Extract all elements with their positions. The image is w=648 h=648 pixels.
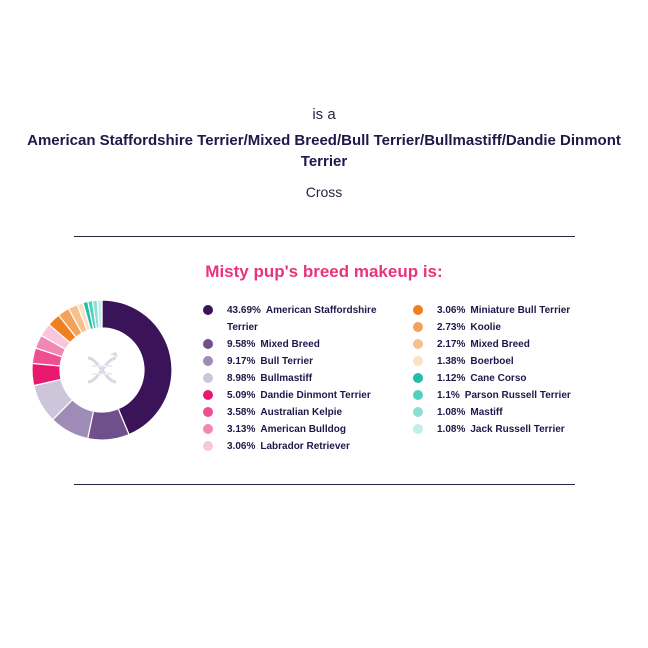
legend-left-column: [200, 302, 410, 455]
legend-breed-name: Australian Kelpie: [260, 407, 343, 418]
legend-swatch: [413, 407, 423, 417]
legend-swatch: [203, 305, 213, 315]
legend-swatch: [413, 305, 423, 315]
legend-item: [200, 370, 410, 387]
divider-top: [74, 236, 575, 237]
legend-item: [200, 421, 410, 438]
legend-breed-name: Mixed Breed: [470, 339, 530, 350]
legend-item: [410, 336, 610, 353]
legend-breed-name: Dandie Dinmont Terrier: [260, 390, 371, 401]
legend-item: [410, 370, 610, 387]
legend-percent: 9.58%: [227, 339, 256, 350]
legend-breed-name: Mastiff: [470, 407, 503, 418]
legend-swatch: [413, 339, 423, 349]
legend-item: [200, 353, 410, 370]
legend-item: [410, 302, 610, 319]
legend-percent: 3.06%: [437, 305, 466, 316]
legend-swatch: [203, 373, 213, 383]
legend-item: [200, 336, 410, 353]
legend-breed-name: Mixed Breed: [260, 339, 320, 350]
legend-item: [410, 404, 610, 421]
legend-percent: 43.69%: [227, 305, 261, 316]
legend-breed-name: American Staffordshire Terrier: [227, 305, 377, 333]
legend-breed-name: Jack Russell Terrier: [470, 424, 565, 435]
breed-donut-chart: [30, 298, 174, 442]
legend-item: [200, 302, 410, 336]
legend-percent: 2.73%: [437, 322, 466, 333]
legend-breed-name: Parson Russell Terrier: [464, 390, 571, 401]
legend-percent: 3.13%: [227, 424, 256, 435]
legend-swatch: [203, 424, 213, 434]
legend-item: [200, 387, 410, 404]
legend-percent: 5.09%: [227, 390, 256, 401]
legend-swatch: [413, 390, 423, 400]
legend-item: [410, 387, 610, 404]
dna-dog-icon: [88, 352, 118, 382]
legend-breed-name: Bull Terrier: [260, 356, 313, 367]
legend-breed-name: Koolie: [470, 322, 501, 333]
intro-text: is a: [312, 106, 336, 123]
legend-percent: 3.58%: [227, 407, 256, 418]
legend-right-column: [410, 302, 610, 438]
legend-percent: 2.17%: [437, 339, 466, 350]
legend-item: [410, 421, 610, 438]
legend-item: [200, 438, 410, 455]
legend-swatch: [203, 339, 213, 349]
legend-swatch: [203, 390, 213, 400]
legend-percent: 1.12%: [437, 373, 466, 384]
legend-item: [410, 353, 610, 370]
legend-swatch: [203, 356, 213, 366]
legend-breed-name: Boerboel: [470, 356, 514, 367]
legend-percent: 9.17%: [227, 356, 256, 367]
legend-swatch: [413, 373, 423, 383]
legend-percent: 1.08%: [437, 424, 466, 435]
legend-percent: 3.06%: [227, 441, 256, 452]
legend-breed-name: Miniature Bull Terrier: [470, 305, 571, 316]
legend-item: [200, 404, 410, 421]
legend-breed-name: Cane Corso: [470, 373, 527, 384]
legend-swatch: [413, 356, 423, 366]
legend-swatch: [413, 322, 423, 332]
legend-swatch: [203, 441, 213, 451]
legend-breed-name: American Bulldog: [260, 424, 346, 435]
legend-percent: 1.38%: [437, 356, 466, 367]
breed-cross-title: American Staffordshire Terrier/Mixed Breed/Bull Terrier/Bullmastiff/Dandie Dinmont Terrier: [27, 132, 621, 170]
legend-item: [410, 319, 610, 336]
legend-swatch: [413, 424, 423, 434]
legend-percent: 8.98%: [227, 373, 256, 384]
legend-breed-name: Bullmastiff: [260, 373, 313, 384]
legend-percent: 1.08%: [437, 407, 466, 418]
legend-swatch: [203, 407, 213, 417]
divider-bottom: [74, 484, 575, 485]
legend-percent: 1.1%: [437, 390, 460, 401]
legend-breed-name: Labrador Retriever: [260, 441, 350, 452]
breed-makeup-title: Misty pup's breed makeup is:: [205, 262, 443, 281]
cross-label: Cross: [305, 184, 343, 200]
